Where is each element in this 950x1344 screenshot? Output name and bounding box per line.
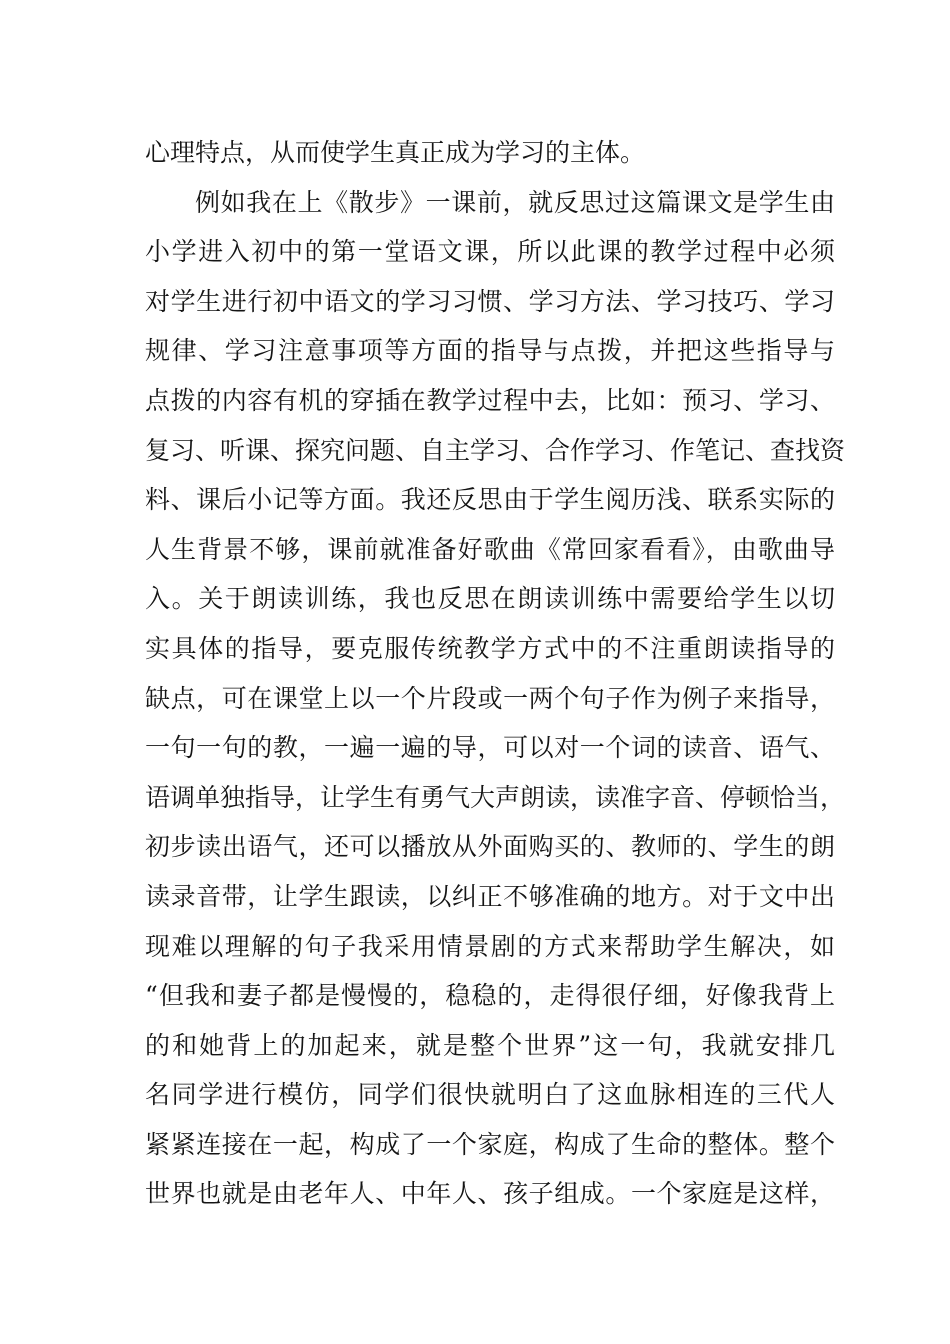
text-line: 缺点，可在课堂上以一个片段或一两个句子作为例子来指导， <box>145 683 835 713</box>
text-line: 人生背景不够，课前就准备好歌曲《常回家看看》，由歌曲导 <box>145 534 835 564</box>
text-line: 料、课后小记等方面。我还反思由于学生阅历浅、联系实际的 <box>145 485 835 515</box>
text-line: 紧紧连接在一起，构成了一个家庭，构成了生命的整体。整个 <box>145 1129 835 1159</box>
text-line: 世界也就是由老年人、中年人、孩子组成。一个家庭是这样， <box>145 1179 835 1209</box>
text-line: 复习、听课、探究问题、自主学习、合作学习、作笔记、查找资 <box>145 435 846 465</box>
text-line: 入。关于朗读训练，我也反思在朗读训练中需要给学生以切 <box>145 584 835 614</box>
text-line: 读录音带，让学生跟读，以纠正不够准确的地方。对于文中出 <box>145 881 835 911</box>
text-line: 初步读出语气，还可以播放从外面购买的、教师的、学生的朗 <box>145 832 835 862</box>
body-text <box>145 128 846 1219</box>
text-line: 的和她背上的加起来，就是整个世界”这一句，我就安排几 <box>145 1030 835 1060</box>
text-line: 心理特点，从而使学生真正成为学习的主体。 <box>145 138 646 167</box>
text-line: 点拨的内容有机的穿插在教学过程中去，比如：预习、学习、 <box>145 385 835 415</box>
text-line: 规律、学习注意事项等方面的指导与点拨，并把这些指导与 <box>145 336 835 366</box>
text-line: 现难以理解的句子我采用情景剧的方式来帮助学生解决，如 <box>145 931 835 961</box>
text-line: 一句一句的教，一遍一遍的导，可以对一个词的读音、语气、 <box>145 733 835 763</box>
text-line: 小学进入初中的第一堂语文课，所以此课的教学过程中必须 <box>145 237 835 267</box>
text-line: 实具体的指导，要克服传统教学方式中的不注重朗读指导的 <box>145 633 835 663</box>
text-line: 名同学进行模仿，同学们很快就明白了这血脉相连的三代人 <box>145 1080 835 1110</box>
text-line: 语调单独指导，让学生有勇气大声朗读，读准字音、停顿恰当， <box>145 782 846 812</box>
paragraph-first-line: 例如我在上《散步》一课前，就反思过这篇课文是学生由 <box>195 187 835 217</box>
text-line: “但我和妻子都是慢慢的，稳稳的，走得很仔细，好像我背上 <box>145 981 835 1011</box>
text-line: 对学生进行初中语文的学习习惯、学习方法、学习技巧、学习 <box>145 286 835 316</box>
